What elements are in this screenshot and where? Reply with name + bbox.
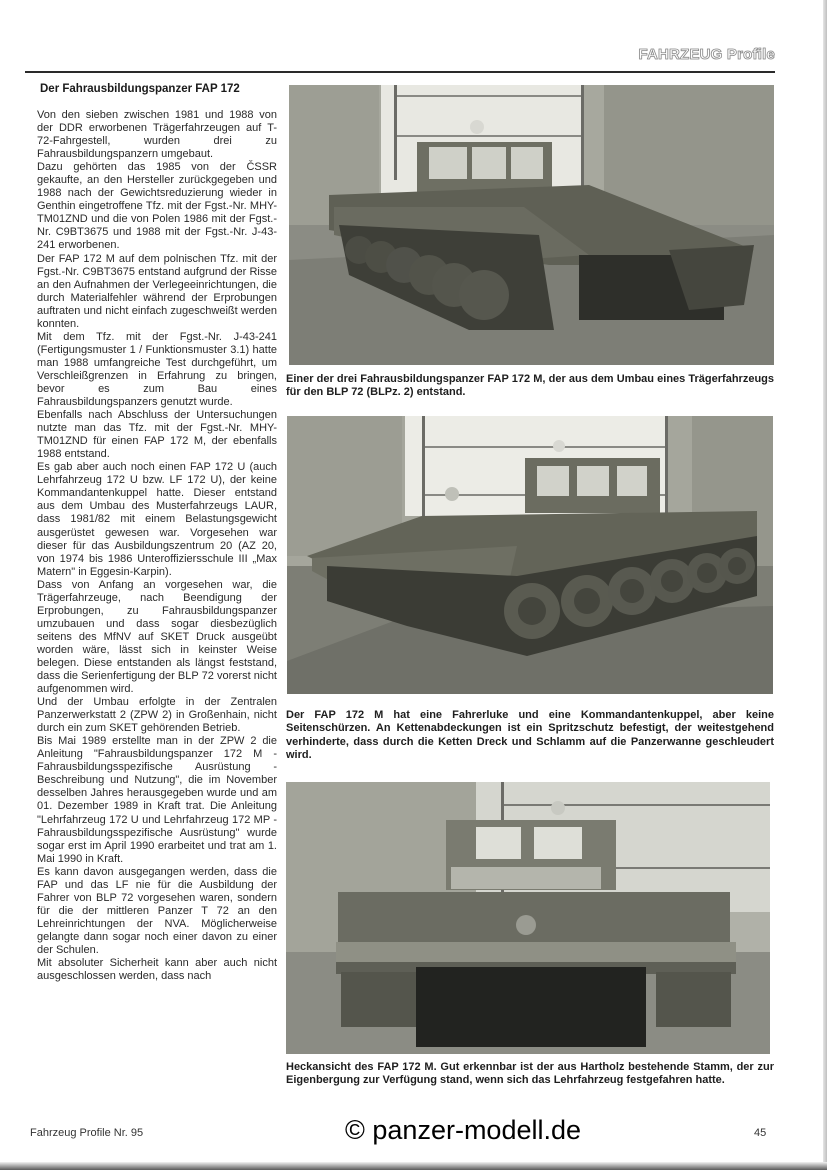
paragraph: Bis Mai 1989 erstellte man in der ZPW 2 die Anleitung "Fahrausbildungspanzer 172 M - Fahrausbildungsspezifische Ausrüstung - Beschreibung und Nutzung", die im November desselben Jahres herausgegeben wurde und am 01. Dezember 1989 in Kraft trat. Die Anleitung "Lehrfahrzeug 172 U und Lehrfahrzeug 172 MP - Fahrausbildungsspezifische Ausrüstung" wurde sogar erst im April 1990 erarbeitet und trat am 1. Mai 1990 in Kraft. — [37, 735, 277, 865]
photo-caption: Heckansicht des FAP 172 M. Gut erkennbar ist der aus Hartholz bestehende Stamm, der zur Eigenbergung zur Verfügung stand, wenn sich das Lehrfahrzeug festgefahren hatte. — [286, 1061, 774, 1087]
page-number: 45 — [754, 1127, 767, 1139]
article-body — [37, 109, 277, 983]
photo-caption: Der FAP 172 M hat eine Fahrerluke und eine Kommandantenkuppel, aber keine Seitenschürzen. An Kettenabdeckungen ist ein Spritzschutz befestigt, der weitestgehend verhinderte, dass durch die Ketten Dreck und Schlamm auf die Panzerwanne geschleudert wird. — [286, 709, 774, 762]
photo-caption: Einer der drei Fahrausbildungspanzer FAP 172 M, der aus dem Umbau eines Trägerfahrzeugs für den BLP 72 (BLPz. 2) entstand. — [286, 373, 774, 399]
paragraph: Es gab aber auch noch einen FAP 172 U (auch Lehrfahrzeug 172 U bzw. LF 172 U), der keine Kommandantenkuppel hatte. Dieser entstand aus dem Umbau des Musterfahrzeugs LAUR, dass 1981/82 mit einem Belastungsgewicht ausgerüstet gewesen war. Vorgesehen war dieser für das Ausbildungszentrum 20 (AZ 20, von 1974 bis 1986 Unteroffiziersschule III „Max Matern" in Eggesin-Karpin). — [37, 461, 277, 578]
header-logo: FAHRZEUG Profile — [638, 46, 775, 63]
photo-fap-side-view — [287, 416, 773, 694]
photo-fap-rear-view — [286, 782, 770, 1054]
paragraph: Mit absoluter Sicherheit kann aber auch nicht ausgeschlossen werden, dass nach — [37, 957, 277, 983]
footer-watermark: © panzer-modell.de — [345, 1115, 582, 1145]
paragraph: Dass von Anfang an vorgesehen war, die Trägerfahrzeuge, nach Beendigung der Erprobungen, zu Fahrausbildungspanzer umzubauen und dass sogar diesbezüglich seitens des MfNV auf SKET Druck ausgeübt worden wäre, lässt sich in keinster Weise belegen. Diese entstanden als längst feststand, dass die Serienfertigung der BLP 72 vorerst nicht aufgenommen wird. — [37, 578, 277, 696]
paragraph: Ebenfalls nach Abschluss der Untersuchungen nutzte man das Tfz. mit der Fgst.-Nr. MHY-TM01ZND für einen FAP 172 M, der ebenfalls 1988 entstand. — [37, 409, 277, 461]
paragraph: Und der Umbau erfolgte in der Zentralen Panzerwerkstatt 2 (ZPW 2) in Großenhain, nicht durch ein zum SKET gehörenden Betrieb. — [37, 696, 277, 735]
page-edge — [823, 0, 827, 1170]
paragraph: Von den sieben zwischen 1981 und 1988 von der DDR erworbenen Trägerfahrzeugen auf T-72-Fahrgestell, wurden drei zu Fahrausbildungspanzern umgebaut. — [37, 109, 277, 161]
paragraph: Der FAP 172 M auf dem polnischen Tfz. mit der Fgst.-Nr. C9BT3675 entstand aufgrund der Risse an den Aufnahmen der Verlegeeinrichtungen, die durch Materialfehler während der Erprobungen auftraten und nicht einfach zugeschweißt werden konnten. — [37, 252, 277, 330]
paragraph: Mit dem Tfz. mit der Fgst.-Nr. J-43-241 (Fertigungsmuster 1 / Funktionsmuster 3.1) hatte man 1988 umfangreiche Test durchgeführt, um Verschleißgrenzen in Erfahrung zu bringen, bevor es zum Bau eines Fahrausbildungspanzers genutzt wurde. — [37, 330, 277, 409]
footer-publication: Fahrzeug Profile Nr. 95 — [30, 1127, 144, 1139]
header-rule — [25, 71, 775, 73]
paragraph: Dazu gehörten das 1985 von der ČSSR gekaufte, an den Hersteller zurückgegeben und 1988 nach der Gewichtsreduzierung wieder in Genthin eingetroffene Tfz. mit der Fgst.-Nr. MHY-TM01ZND und die von Polen 1986 mit der Fgst.-Nr. C9BT3675 und 1988 mit der Fgst.-Nr. J-43-241 erworbenen. — [37, 161, 277, 252]
paragraph: Es kann davon ausgegangen werden, dass die FAP und das LF nie für die Ausbildung der Fahrer von BLP 72 vorgesehen waren, sondern für die der mittleren Panzer T 72 an den Lehreinrichtungen der NVA. Möglicherweise gelangte dann sogar noch einer davon zu einer der Schulen. — [37, 865, 277, 956]
article-title: Der Fahrausbildungspanzer FAP 172 — [40, 83, 240, 95]
page-edge-bottom — [0, 1162, 827, 1170]
photo-fap-front-three-quarter — [289, 85, 774, 365]
